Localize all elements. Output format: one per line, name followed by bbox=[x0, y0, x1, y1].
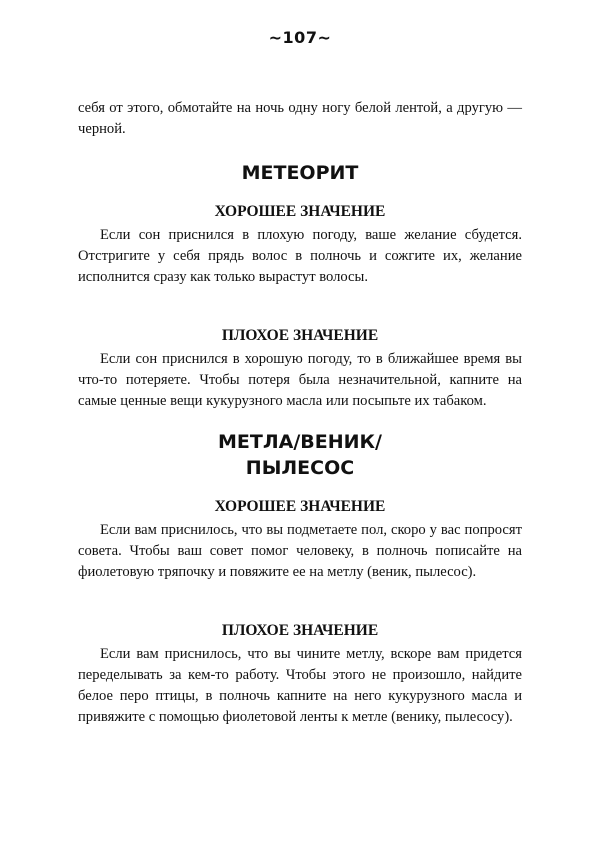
bad-meaning-heading: ПЛОХОЕ ЗНАЧЕНИЕ bbox=[221, 327, 379, 344]
bad-meaning-paragraph: Если вам приснилось, что вы чините метлу, вскоре вам придется переделывать за кем-то работу. Чтобы этого не произошло, найдите белое перо птицы, в полночь капните на него кукурузного масла и привяжите с помощью фиолетовой ленты к метле (венику, пылесосу). bbox=[78, 646, 522, 725]
good-meaning-paragraph: Если вам приснилось, что вы подметаете пол, скоро у вас попросят совета. Чтобы ваш совет помог человеку, в полночь пописайте на фиолетовую тряпочку и повяжите ее на метлу (веник, пылесос). bbox=[78, 522, 522, 580]
bad-meaning-paragraph: Если сон приснился в хорошую погоду, то в ближайшее время вы что-то потеряете. Чтобы потеря была незначительной, капните на самые ценные вещи кукурузного масла или посыпьте их табаком. bbox=[78, 351, 522, 409]
section-title-broom-line2: ПЫЛЕСОС bbox=[245, 457, 355, 479]
bad-meaning-heading: ПЛОХОЕ ЗНАЧЕНИЕ bbox=[221, 622, 379, 639]
good-meaning-paragraph: Если сон приснился в плохую погоду, ваше желание сбудется. Отстригите у себя прядь волос в полночь и сожгите их, желание исполнится сразу как только вырастут волосы. bbox=[78, 227, 522, 285]
good-meaning-heading: ХОРОШЕЕ ЗНАЧЕНИЕ bbox=[214, 203, 386, 220]
good-meaning-heading: ХОРОШЕЕ ЗНАЧЕНИЕ bbox=[214, 498, 386, 515]
section-title-broom-line1: МЕТЛА/ВЕНИК/ bbox=[217, 431, 382, 453]
intro-paragraph: себя от этого, обмотайте на ночь одну ногу белой лентой, а другую — черной. bbox=[78, 100, 522, 137]
section-title-meteorite: МЕТЕОРИТ bbox=[241, 162, 359, 184]
page-content bbox=[78, 98, 522, 728]
page-number: ~107~ bbox=[268, 28, 332, 47]
